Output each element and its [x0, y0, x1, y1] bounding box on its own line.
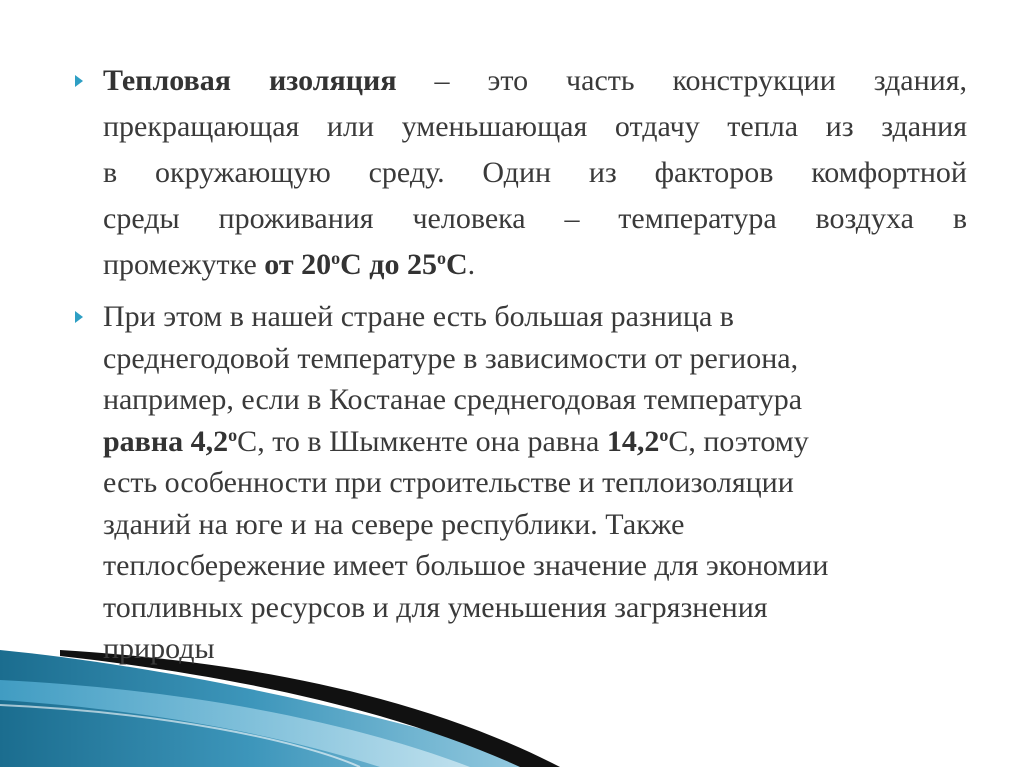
text-content: [75, 58, 967, 670]
term-bold: Тепловая изоляция: [103, 64, 397, 97]
text-line: теплосбережение имеет большое значение для экономии: [103, 549, 829, 582]
text-fragment: – это часть конструкции здания,: [396, 64, 967, 97]
text-line: среды проживания человека – температура воздуха в: [103, 202, 967, 235]
text-line: зданий на юге и на севере республики. Также: [103, 507, 685, 541]
text-line: есть особенности при строительстве и теплоизоляции: [103, 466, 794, 499]
text-line: природы: [103, 632, 215, 665]
bullet-regional-differences: [75, 296, 967, 670]
text-line: равна $4,2^оС$, то в Шымкенте она равна $14,2^оС$, поэтому: [103, 424, 809, 458]
temperature-range: от $20^оС$ до $25^оС$: [264, 248, 468, 281]
text-line: топливных ресурсов и для уменьшения загрязнения: [103, 590, 768, 624]
text-line: например, если в Костанае среднегодовая температура: [103, 383, 803, 416]
shymkent-temperature: $14,2^о$: [606, 424, 669, 458]
text-line: [103, 242, 967, 288]
bullet-thermal-insulation: [75, 58, 967, 288]
kostanay-temperature: равна $4,2^о$: [103, 424, 238, 458]
text-line: в окружающую среду. Один из факторов комфортной: [103, 156, 967, 189]
bullet-arrow-icon: [75, 311, 83, 323]
text-line: При этом в нашей стране есть большая разница в: [103, 300, 734, 333]
text-fragment: .: [467, 248, 476, 281]
text-line: среднегодовой температуре в зависимости от региона,: [103, 341, 799, 375]
bullet-arrow-icon: [75, 75, 83, 87]
text-fragment: промежутке: [103, 248, 265, 281]
text-line: [103, 58, 967, 104]
text-line: прекращающая или уменьшающая отдачу тепла из здания: [103, 110, 967, 143]
